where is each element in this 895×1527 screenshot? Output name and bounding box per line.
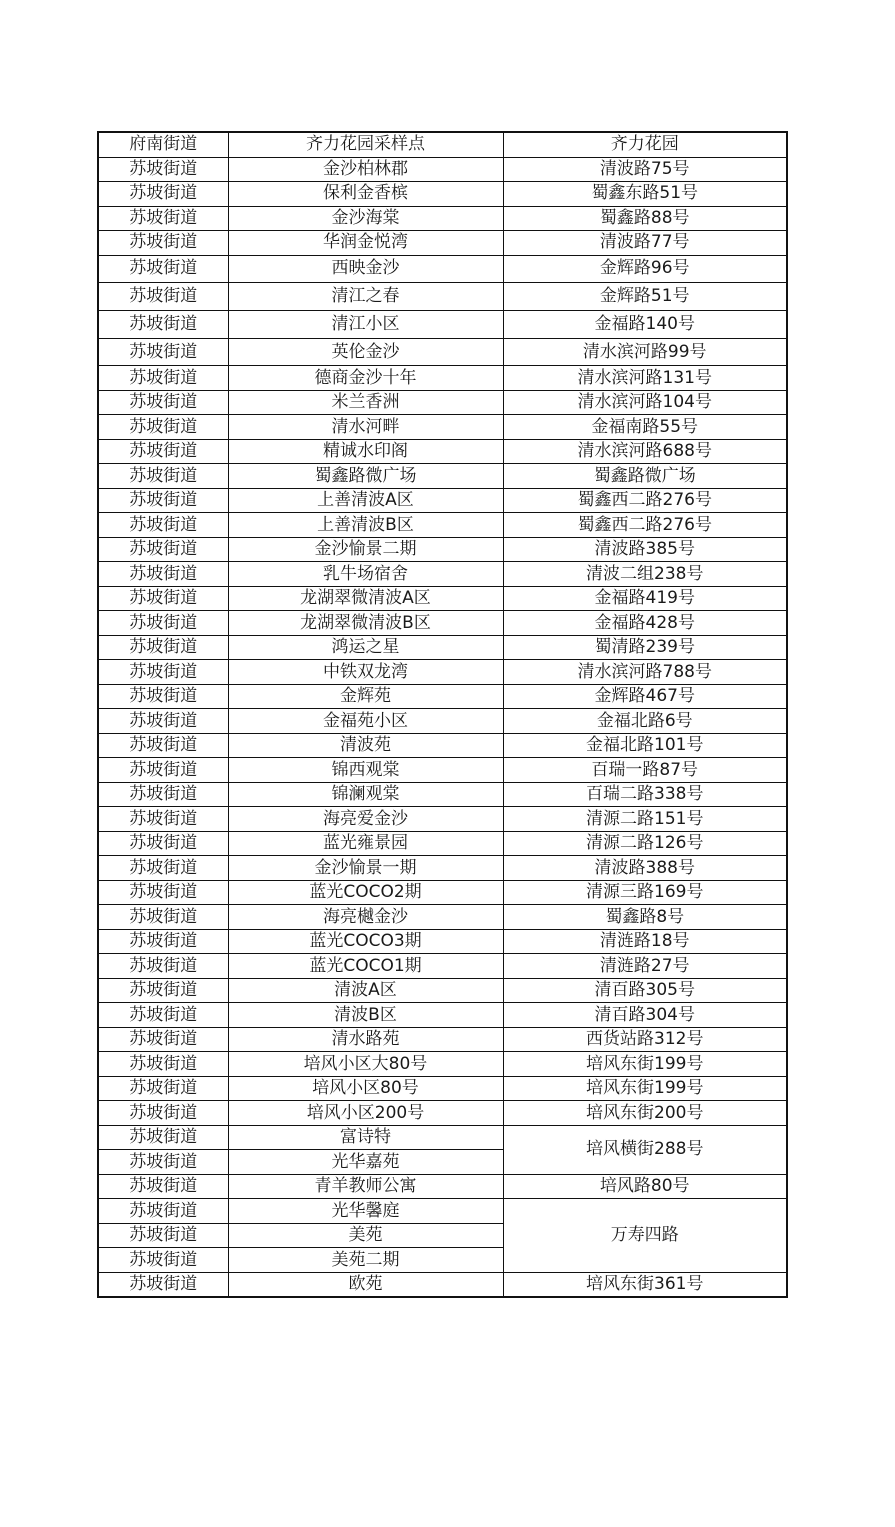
street-cell: 苏坡街道 xyxy=(98,1101,228,1126)
street-cell: 苏坡街道 xyxy=(98,1076,228,1101)
table-row xyxy=(98,231,787,256)
address-cell: 培风东街361号 xyxy=(503,1272,787,1297)
address-cell: 清波路388号 xyxy=(503,856,787,881)
site-cell: 锦澜观棠 xyxy=(228,782,503,807)
street-cell: 苏坡街道 xyxy=(98,1272,228,1297)
street-cell: 苏坡街道 xyxy=(98,635,228,660)
table-row xyxy=(98,366,787,391)
table-row xyxy=(98,635,787,660)
site-cell: 齐力花园采样点 xyxy=(228,132,503,157)
street-cell: 苏坡街道 xyxy=(98,182,228,207)
site-cell: 金辉苑 xyxy=(228,684,503,709)
address-cell: 清波路77号 xyxy=(503,231,787,256)
street-cell: 苏坡街道 xyxy=(98,1174,228,1199)
street-cell: 苏坡街道 xyxy=(98,338,228,366)
street-cell: 苏坡街道 xyxy=(98,283,228,311)
site-cell: 鸿运之星 xyxy=(228,635,503,660)
site-cell: 中铁双龙湾 xyxy=(228,660,503,685)
street-cell: 苏坡街道 xyxy=(98,684,228,709)
table-row xyxy=(98,132,787,157)
table-row xyxy=(98,1076,787,1101)
site-cell: 龙湖翠微清波A区 xyxy=(228,586,503,611)
address-cell: 金辉路96号 xyxy=(503,255,787,283)
site-cell: 清水路苑 xyxy=(228,1027,503,1052)
site-cell: 保利金香槟 xyxy=(228,182,503,207)
address-cell: 金福路419号 xyxy=(503,586,787,611)
site-cell: 乳牛场宿舍 xyxy=(228,562,503,587)
table-row xyxy=(98,954,787,979)
site-cell: 蜀鑫路微广场 xyxy=(228,464,503,489)
table-row xyxy=(98,733,787,758)
site-cell: 蓝光雍景园 xyxy=(228,831,503,856)
site-cell: 龙湖翠微清波B区 xyxy=(228,611,503,636)
address-cell: 清水滨河路788号 xyxy=(503,660,787,685)
street-cell: 苏坡街道 xyxy=(98,157,228,182)
street-cell: 苏坡街道 xyxy=(98,439,228,464)
address-cell: 培风东街199号 xyxy=(503,1052,787,1077)
address-cell: 清水滨河路131号 xyxy=(503,366,787,391)
table-row xyxy=(98,1125,787,1150)
table-row xyxy=(98,537,787,562)
address-cell: 培风东街199号 xyxy=(503,1076,787,1101)
street-cell: 苏坡街道 xyxy=(98,1125,228,1150)
street-cell: 苏坡街道 xyxy=(98,1052,228,1077)
table-row xyxy=(98,611,787,636)
table-row xyxy=(98,1199,787,1224)
table-row xyxy=(98,255,787,283)
street-cell: 苏坡街道 xyxy=(98,807,228,832)
table-row xyxy=(98,1272,787,1297)
site-cell: 蓝光COCO3期 xyxy=(228,929,503,954)
site-cell: 金沙愉景一期 xyxy=(228,856,503,881)
street-cell: 苏坡街道 xyxy=(98,611,228,636)
address-cell: 清涟路27号 xyxy=(503,954,787,979)
table-row xyxy=(98,338,787,366)
site-cell: 清波苑 xyxy=(228,733,503,758)
site-cell: 海亮樾金沙 xyxy=(228,905,503,930)
table-row xyxy=(98,562,787,587)
table-row xyxy=(98,1027,787,1052)
street-cell: 苏坡街道 xyxy=(98,758,228,783)
table-row xyxy=(98,856,787,881)
table-row xyxy=(98,157,787,182)
address-cell: 蜀清路239号 xyxy=(503,635,787,660)
street-cell: 苏坡街道 xyxy=(98,488,228,513)
site-cell: 清波A区 xyxy=(228,978,503,1003)
address-cell: 西货站路312号 xyxy=(503,1027,787,1052)
table-row xyxy=(98,905,787,930)
street-cell: 苏坡街道 xyxy=(98,1150,228,1175)
table-row xyxy=(98,182,787,207)
site-cell: 清波B区 xyxy=(228,1003,503,1028)
table-row xyxy=(98,807,787,832)
table-row xyxy=(98,709,787,734)
address-cell: 清波路75号 xyxy=(503,157,787,182)
site-cell: 米兰香洲 xyxy=(228,390,503,415)
street-cell: 苏坡街道 xyxy=(98,390,228,415)
site-cell: 德商金沙十年 xyxy=(228,366,503,391)
table-row xyxy=(98,1174,787,1199)
site-cell: 清江之春 xyxy=(228,283,503,311)
site-cell: 富诗特 xyxy=(228,1125,503,1150)
site-cell: 欧苑 xyxy=(228,1272,503,1297)
street-cell: 苏坡街道 xyxy=(98,415,228,440)
site-cell: 清江小区 xyxy=(228,310,503,338)
address-cell: 金福路140号 xyxy=(503,310,787,338)
address-cell: 百瑞一路87号 xyxy=(503,758,787,783)
table-row xyxy=(98,206,787,231)
table-body xyxy=(98,132,787,1297)
street-cell: 苏坡街道 xyxy=(98,978,228,1003)
street-cell: 苏坡街道 xyxy=(98,954,228,979)
address-cell: 金辉路51号 xyxy=(503,283,787,311)
address-cell: 齐力花园 xyxy=(503,132,787,157)
site-cell: 光华馨庭 xyxy=(228,1199,503,1224)
address-cell: 清波路385号 xyxy=(503,537,787,562)
table-row xyxy=(98,929,787,954)
site-cell: 蓝光COCO2期 xyxy=(228,880,503,905)
address-cell: 金福路428号 xyxy=(503,611,787,636)
street-cell: 苏坡街道 xyxy=(98,537,228,562)
table-row xyxy=(98,488,787,513)
site-cell: 西映金沙 xyxy=(228,255,503,283)
table-row xyxy=(98,782,787,807)
address-cell: 清源三路169号 xyxy=(503,880,787,905)
table-row xyxy=(98,758,787,783)
street-cell: 苏坡街道 xyxy=(98,310,228,338)
site-cell: 上善清波B区 xyxy=(228,513,503,538)
site-cell: 蓝光COCO1期 xyxy=(228,954,503,979)
address-cell: 蜀鑫西二路276号 xyxy=(503,513,787,538)
site-cell: 美苑二期 xyxy=(228,1248,503,1273)
address-cell: 清水滨河路99号 xyxy=(503,338,787,366)
street-cell: 苏坡街道 xyxy=(98,856,228,881)
street-cell: 府南街道 xyxy=(98,132,228,157)
street-cell: 苏坡街道 xyxy=(98,513,228,538)
address-cell: 蜀鑫路8号 xyxy=(503,905,787,930)
table-row xyxy=(98,586,787,611)
site-cell: 培风小区大80号 xyxy=(228,1052,503,1077)
address-cell: 蜀鑫西二路276号 xyxy=(503,488,787,513)
street-cell: 苏坡街道 xyxy=(98,660,228,685)
table-row xyxy=(98,283,787,311)
street-cell: 苏坡街道 xyxy=(98,905,228,930)
address-cell: 万寿四路 xyxy=(503,1199,787,1273)
street-cell: 苏坡街道 xyxy=(98,231,228,256)
table-row xyxy=(98,439,787,464)
site-cell: 青羊教师公寓 xyxy=(228,1174,503,1199)
site-cell: 华润金悦湾 xyxy=(228,231,503,256)
table-row xyxy=(98,310,787,338)
address-cell: 培风横街288号 xyxy=(503,1125,787,1174)
street-cell: 苏坡街道 xyxy=(98,366,228,391)
table-row xyxy=(98,513,787,538)
site-cell: 精诚水印阁 xyxy=(228,439,503,464)
site-cell: 培风小区80号 xyxy=(228,1076,503,1101)
site-cell: 海亮爱金沙 xyxy=(228,807,503,832)
site-cell: 金福苑小区 xyxy=(228,709,503,734)
sampling-sites-table xyxy=(97,131,788,1298)
site-cell: 培风小区200号 xyxy=(228,1101,503,1126)
table-row xyxy=(98,880,787,905)
address-cell: 金辉路467号 xyxy=(503,684,787,709)
address-cell: 清源二路151号 xyxy=(503,807,787,832)
table-row xyxy=(98,684,787,709)
street-cell: 苏坡街道 xyxy=(98,586,228,611)
table-row xyxy=(98,1101,787,1126)
street-cell: 苏坡街道 xyxy=(98,733,228,758)
table-row xyxy=(98,390,787,415)
address-cell: 清水滨河路104号 xyxy=(503,390,787,415)
table-row xyxy=(98,464,787,489)
address-cell: 清百路304号 xyxy=(503,1003,787,1028)
address-cell: 清波二组238号 xyxy=(503,562,787,587)
address-cell: 百瑞二路338号 xyxy=(503,782,787,807)
street-cell: 苏坡街道 xyxy=(98,709,228,734)
address-cell: 金福南路55号 xyxy=(503,415,787,440)
table-row xyxy=(98,831,787,856)
address-cell: 清百路305号 xyxy=(503,978,787,1003)
site-cell: 金沙海棠 xyxy=(228,206,503,231)
site-cell: 美苑 xyxy=(228,1223,503,1248)
street-cell: 苏坡街道 xyxy=(98,831,228,856)
street-cell: 苏坡街道 xyxy=(98,880,228,905)
table-row xyxy=(98,978,787,1003)
address-cell: 清源二路126号 xyxy=(503,831,787,856)
street-cell: 苏坡街道 xyxy=(98,1003,228,1028)
address-cell: 金福北路101号 xyxy=(503,733,787,758)
address-cell: 培风路80号 xyxy=(503,1174,787,1199)
street-cell: 苏坡街道 xyxy=(98,206,228,231)
table-row xyxy=(98,660,787,685)
address-cell: 清涟路18号 xyxy=(503,929,787,954)
street-cell: 苏坡街道 xyxy=(98,1248,228,1273)
address-cell: 清水滨河路688号 xyxy=(503,439,787,464)
street-cell: 苏坡街道 xyxy=(98,464,228,489)
site-cell: 清水河畔 xyxy=(228,415,503,440)
street-cell: 苏坡街道 xyxy=(98,562,228,587)
site-cell: 锦西观棠 xyxy=(228,758,503,783)
address-cell: 蜀鑫路微广场 xyxy=(503,464,787,489)
street-cell: 苏坡街道 xyxy=(98,1027,228,1052)
address-cell: 蜀鑫东路51号 xyxy=(503,182,787,207)
site-cell: 光华嘉苑 xyxy=(228,1150,503,1175)
street-cell: 苏坡街道 xyxy=(98,1199,228,1224)
site-cell: 上善清波A区 xyxy=(228,488,503,513)
site-cell: 英伦金沙 xyxy=(228,338,503,366)
table-row xyxy=(98,415,787,440)
street-cell: 苏坡街道 xyxy=(98,782,228,807)
table-row xyxy=(98,1003,787,1028)
street-cell: 苏坡街道 xyxy=(98,929,228,954)
site-cell: 金沙柏林郡 xyxy=(228,157,503,182)
site-cell: 金沙愉景二期 xyxy=(228,537,503,562)
address-cell: 金福北路6号 xyxy=(503,709,787,734)
street-cell: 苏坡街道 xyxy=(98,255,228,283)
street-cell: 苏坡街道 xyxy=(98,1223,228,1248)
address-cell: 培风东街200号 xyxy=(503,1101,787,1126)
table-row xyxy=(98,1052,787,1077)
address-cell: 蜀鑫路88号 xyxy=(503,206,787,231)
